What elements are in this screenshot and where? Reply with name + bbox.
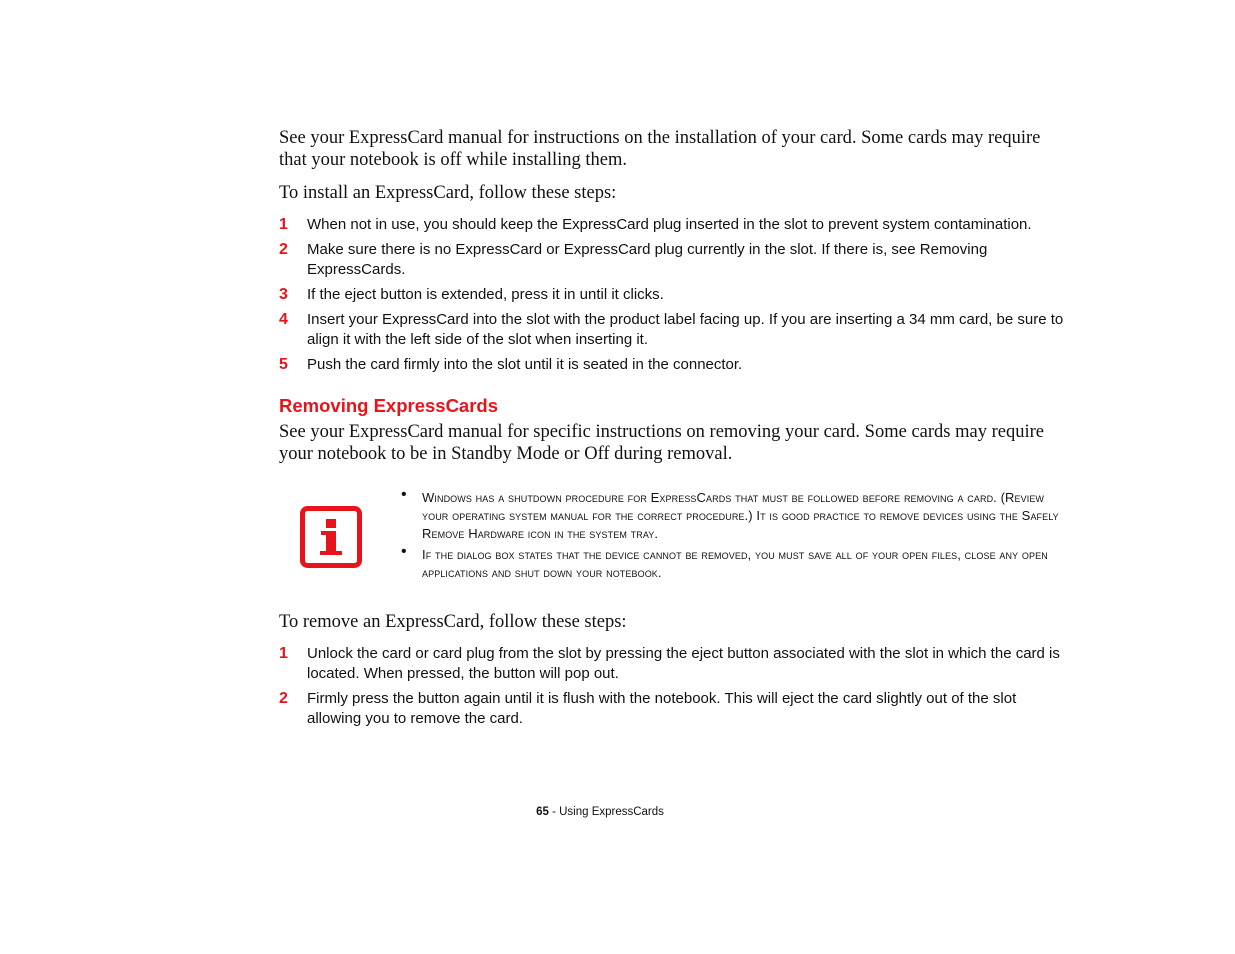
remove-lead: To remove an ExpressCard, follow these steps: [279,612,627,632]
list-item [279,689,1064,729]
section-heading: Removing ExpressCards [279,395,499,416]
step-number: 5 [279,356,288,373]
info-icon [300,506,362,568]
footer-section-title: - Using ExpressCards [548,806,664,818]
list-item: • If the dialog box states that the device cannot be removed, you must save all of your open files, close any open applications and shut down your notebook. [422,546,1064,582]
note-text: Windows has a shutdown procedure for ExpressCards that must be followed before removing a card. (Review your operating system manual for the correct procedure.) It is good practice to remove devices using the Safely Remove Hardware icon in the system tray. [422,490,1059,541]
list-item [279,215,1064,235]
list-item [279,240,1064,280]
step-number: 2 [279,690,288,707]
install-lead: To install an ExpressCard, follow these steps: [279,183,617,203]
step-number: 3 [279,286,288,303]
list-item: • Windows has a shutdown procedure for ExpressCards that must be followed before removing a card. (Review your operating system manual for the correct procedure.) It is good practice to remove devices using the Safely Remove Hardware icon in the system tray. [422,489,1064,543]
step-number: 2 [279,241,288,258]
page-footer [0,806,1200,818]
info-note [279,486,1064,585]
step-number: 1 [279,645,288,662]
list-item [279,644,1064,684]
page-number: 65 [536,806,549,818]
intro-paragraph: See your ExpressCard manual for instructions on the installation of your card. Some cards may require that your notebook is off while installing them. [279,128,1041,170]
list-item [279,355,1064,375]
step-text: When not in use, you should keep the ExpressCard plug inserted in the slot to prevent system contamination. [307,216,1032,233]
list-item [279,310,1064,350]
remove-steps-list [279,644,1064,729]
note-text: If the dialog box states that the device cannot be removed, you must save all of your open files, close any open applications and shut down your notebook. [422,547,1048,580]
step-text: If the eject button is extended, press it in until it clicks. [307,286,664,303]
note-bullet-list [401,486,1064,585]
step-text: Insert your ExpressCard into the slot with the product label facing up. If you are inserting a 34 mm card, be sure to align it with the left side of the slot when inserting it. [307,311,1064,348]
install-steps-list [279,215,1064,375]
step-number: 1 [279,216,288,233]
step-text: Firmly press the button again until it is flush with the notebook. This will eject the card slightly out of the slot allowing you to remove the card. [307,690,1017,727]
list-item [279,285,1064,305]
page-content [279,127,1064,734]
step-text: Make sure there is no ExpressCard or ExpressCard plug currently in the slot. If there is, see Removing ExpressCards. [307,241,988,278]
remove-paragraph: See your ExpressCard manual for specific instructions on removing your card. Some cards may require your notebook to be in Standby Mode or Off during removal. [279,422,1044,464]
step-number: 4 [279,311,288,328]
step-text: Push the card firmly into the slot until it is seated in the connector. [307,356,743,373]
step-text: Unlock the card or card plug from the slot by pressing the eject button associated with the slot in which the card is located. When pressed, the button will pop out. [307,645,1060,682]
